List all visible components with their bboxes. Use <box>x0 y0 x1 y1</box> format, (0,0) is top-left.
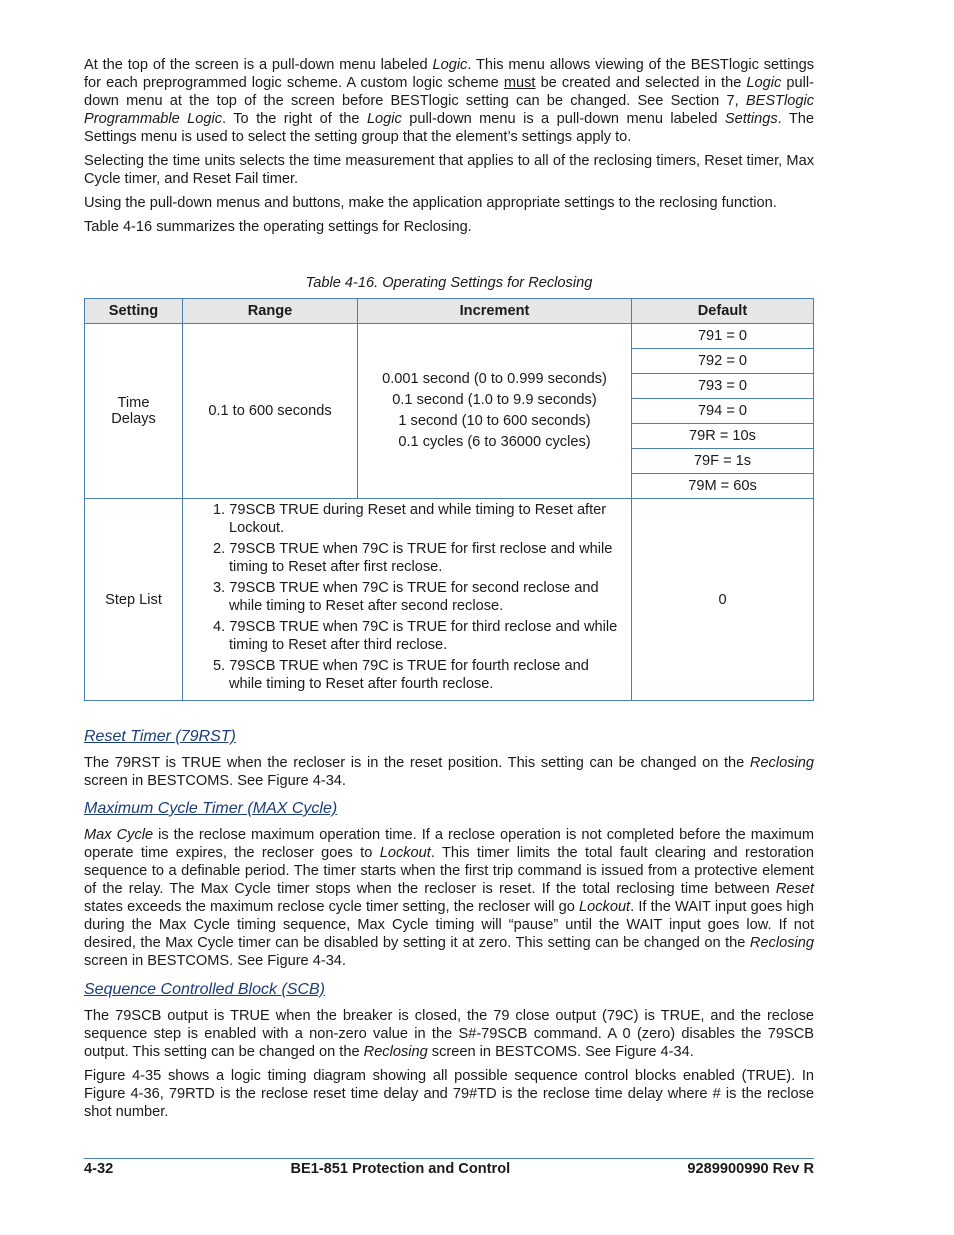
step-list <box>199 501 623 693</box>
setting-cell: Step List <box>85 499 183 701</box>
table-row <box>85 499 814 701</box>
text-italic: Reclosing <box>749 755 814 771</box>
text: be created and selected in the <box>535 75 747 91</box>
list-item: 5. 79SCB TRUE when 79C is TRUE for fourth reclose and while timing to Reset after fourth reclose. <box>213 658 589 692</box>
list-item: 2. 79SCB TRUE when 79C is TRUE for first reclose and while timing to Reset after first reclose. <box>213 541 613 575</box>
intro-paragraph-2: Selecting the time units selects the time measurement that applies to all of the reclosing timers, Reset timer, Max Cycle timer, and Reset Fail timer. <box>84 153 814 187</box>
default-cell: 79M = 60s <box>632 474 814 499</box>
header-default: Default <box>632 299 814 324</box>
text: pull-down menu at the top of the screen before BESTlogic setting can be changed. See Section 7, <box>84 75 814 109</box>
step-list-cell <box>183 499 632 701</box>
text-italic: Logic <box>746 75 782 91</box>
max-cycle-paragraph <box>84 826 814 970</box>
text-italic: Max Cycle <box>84 827 154 843</box>
header-increment: Increment <box>358 299 632 324</box>
default-cell: 791 = 0 <box>632 324 814 349</box>
footer-title: BE1-851 Protection and Control <box>290 1161 511 1177</box>
text: . This timer limits the total fault clearing and restoration sequence to a definable period. The timer starts when the first trip command is issued from a protective element of the relay. The Max Cycle timer stops when the recloser is reset. If the total reclosing time between <box>84 845 814 897</box>
list-item: 3. 79SCB TRUE when 79C is TRUE for second reclose and while timing to Reset after second reclose. <box>213 580 599 614</box>
text: At the top of the screen is a pull-down menu labeled <box>84 57 433 73</box>
list-item: 1. 79SCB TRUE during Reset and while timing to Reset after Lockout. <box>213 502 607 536</box>
text-italic: Logic <box>366 111 402 127</box>
increment-line: 1 second (10 to 600 seconds) <box>398 413 591 429</box>
intro-paragraph-1 <box>84 56 814 146</box>
text-italic: Reclosing <box>363 1044 428 1060</box>
footer-page-number: 4-32 <box>84 1161 114 1177</box>
reset-timer-paragraph <box>84 754 814 790</box>
text: . If the WAIT input goes high during the Max Cycle timing sequence, Max Cycle timing will “pause” until the WAIT input goes low. If not desired, the Max Cycle timer can be disabled by setting it at zero. This setting can be changed on the <box>84 899 814 951</box>
text-underline: must <box>503 75 536 91</box>
text: screen in BESTCOMS. See Figure 4-34. <box>84 953 346 969</box>
text: Time <box>117 395 150 411</box>
settings-table <box>84 298 814 701</box>
text-italic: Lockout <box>579 899 631 915</box>
header-setting: Setting <box>85 299 183 324</box>
text: . The Settings menu is used to select the setting group that the element’s settings apply to. <box>84 111 815 145</box>
text: screen in BESTCOMS. See Figure 4-34. <box>84 773 346 789</box>
default-cell: 792 = 0 <box>632 349 814 374</box>
text-italic: Logic <box>432 57 468 73</box>
list-item: 4. 79SCB TRUE when 79C is TRUE for third reclose and while timing to Reset after third reclose. <box>213 619 618 653</box>
header-range: Range <box>183 299 358 324</box>
increment-cell <box>358 324 632 499</box>
table-caption: Table 4-16. Operating Settings for Reclosing <box>305 275 593 291</box>
text: The 79RST is TRUE when the recloser is in the reset position. This setting can be changed on the <box>84 755 750 771</box>
footer-document-number: 9289900990 Rev R <box>687 1161 814 1177</box>
setting-cell <box>85 324 183 499</box>
text-italic: Settings <box>724 111 778 127</box>
text: screen in BESTCOMS. See Figure 4-34. <box>427 1044 694 1060</box>
page-content <box>84 56 814 1127</box>
increment-line: 0.001 second (0 to 0.999 seconds) <box>382 371 607 387</box>
intro-paragraph-3: Using the pull-down menus and buttons, make the application appropriate settings to the reclosing function. <box>84 195 777 211</box>
table-header-row <box>85 299 814 324</box>
page-footer <box>84 1158 814 1177</box>
intro-paragraph-4: Table 4-16 summarizes the operating settings for Reclosing. <box>84 219 472 235</box>
increment-line: 0.1 cycles (6 to 36000 cycles) <box>398 434 591 450</box>
text: . This menu allows viewing of the BESTlogic settings for each preprogrammed logic scheme. A custom logic scheme <box>84 57 814 91</box>
section-heading-max-cycle: Maximum Cycle Timer (MAX Cycle) <box>84 800 338 817</box>
section-heading-reset-timer: Reset Timer (79RST) <box>84 728 236 745</box>
default-cell: 793 = 0 <box>632 374 814 399</box>
text-italic: BESTlogic Programmable Logic <box>84 93 814 127</box>
text-italic: Lockout <box>379 845 431 861</box>
text-italic: Reclosing <box>749 935 814 951</box>
text: states exceeds the maximum reclose cycle timer setting, the recloser will go <box>84 899 579 915</box>
range-cell: 0.1 to 600 seconds <box>183 324 358 499</box>
increment-line: 0.1 second (1.0 to 9.9 seconds) <box>392 392 597 408</box>
text: pull-down menu is a pull-down menu labeled <box>401 111 725 127</box>
table-row <box>85 324 814 349</box>
scb-paragraph-2: Figure 4-35 shows a logic timing diagram showing all possible sequence control blocks enabled (TRUE). In Figure 4-36, 79RTD is the reclose reset time delay and 79#TD is the reclose time delay where # is the reclose shot number. <box>84 1068 814 1120</box>
default-cell: 0 <box>632 499 814 701</box>
default-cell: 79F = 1s <box>632 449 814 474</box>
text: . To the right of the <box>222 111 367 127</box>
text: Delays <box>111 411 156 427</box>
text: The 79SCB output is TRUE when the breaker is closed, the 79 close output (79C) is TRUE, and the reclose sequence step is enabled with a non-zero value in the S#-79SCB command. A 0 (zero) disables the 79SCB output. This setting can be changed on the <box>84 1008 814 1060</box>
scb-paragraph-1 <box>84 1007 814 1061</box>
text-italic: Reset <box>775 881 814 897</box>
default-cell: 794 = 0 <box>632 399 814 424</box>
section-heading-scb: Sequence Controlled Block (SCB) <box>84 981 326 998</box>
default-cell: 79R = 10s <box>632 424 814 449</box>
text: is the reclose maximum operation time. If a reclose operation is not completed before the maximum operate time expires, the recloser goes to <box>84 827 814 861</box>
